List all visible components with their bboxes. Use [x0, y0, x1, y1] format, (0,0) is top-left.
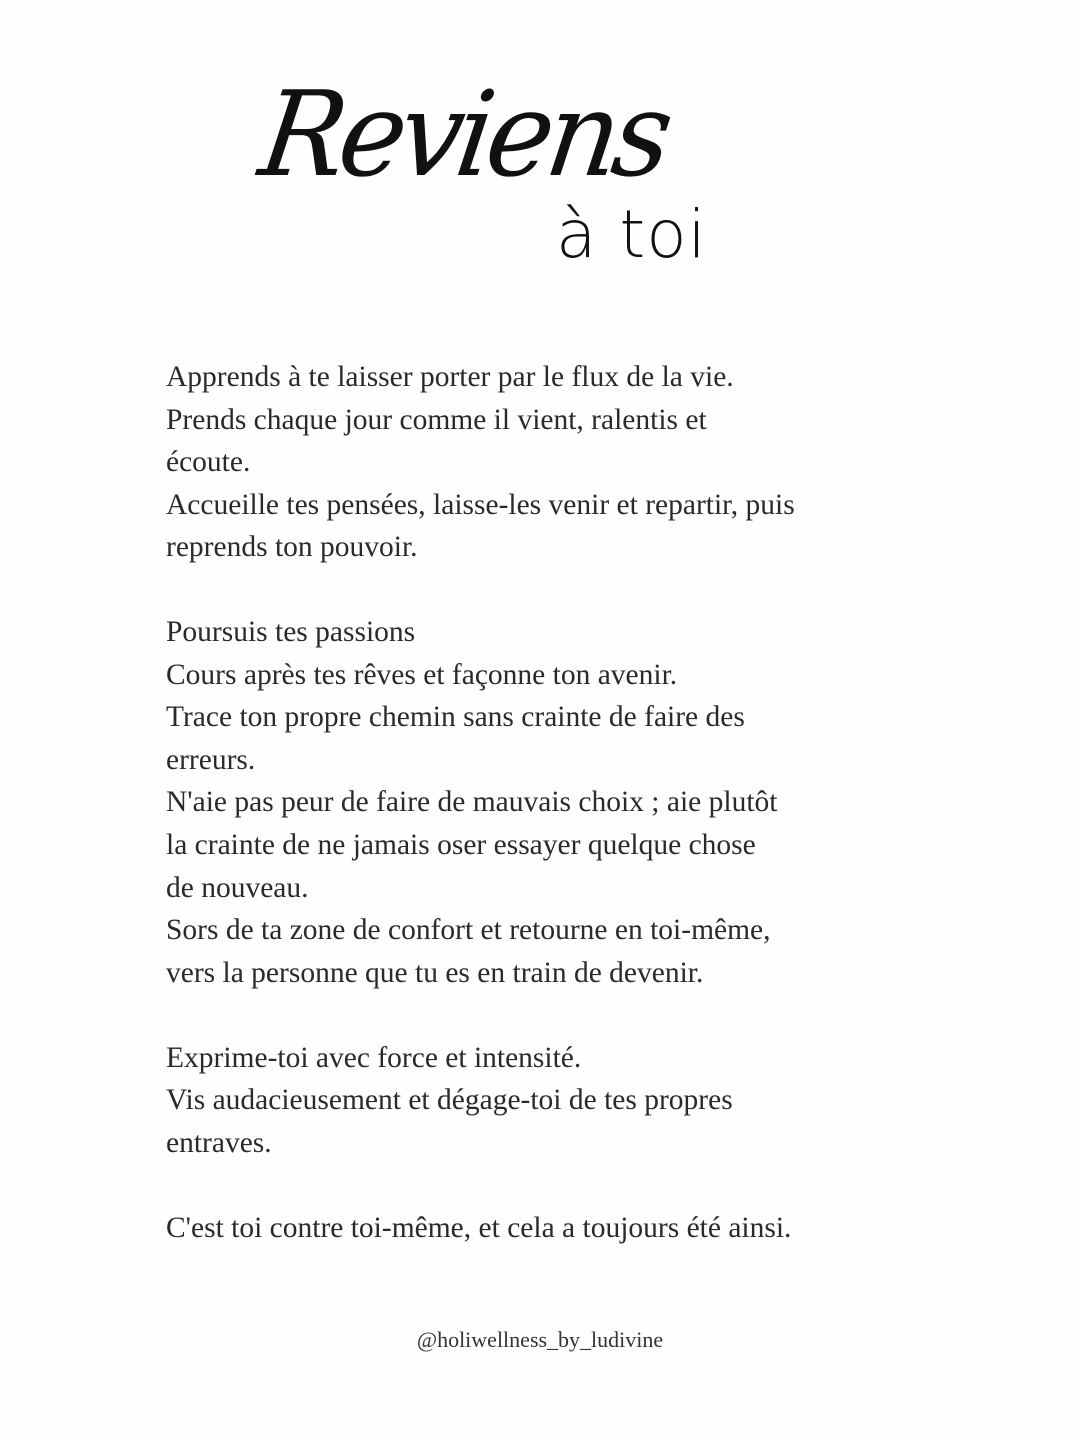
- poem-blank-line: [166, 1164, 926, 1207]
- poem-line: Accueille tes pensées, laisse-les venir et repartir, puis: [166, 488, 795, 521]
- poem-line: Exprime-toi avec force et intensité.: [166, 1041, 582, 1074]
- poem-line: la crainte de ne jamais oser essayer quelque chose: [166, 829, 756, 862]
- poem-blank-line: [166, 569, 926, 612]
- poem-line: C'est toi contre toi-même, et cela a toujours été ainsi.: [166, 1211, 792, 1244]
- poem-line: écoute.: [166, 446, 251, 479]
- poem-line: de nouveau.: [166, 871, 309, 904]
- title-script: Reviens: [252, 66, 676, 204]
- poem-line: Sors de ta zone de confort et retourne en toi-même,: [166, 914, 771, 947]
- poem-line: Trace ton propre chemin sans crainte de faire des: [166, 701, 745, 734]
- poem-body: [166, 356, 926, 1249]
- poem-line: entraves.: [166, 1126, 272, 1159]
- poem-line: reprends ton pouvoir.: [166, 531, 418, 564]
- poem-line: erreurs.: [166, 743, 256, 776]
- poem-line: Vis audacieusement et dégage-toi de tes propres: [166, 1084, 733, 1117]
- poem-line: N'aie pas peur de faire de mauvais choix ; aie plutôt: [166, 786, 778, 819]
- title-subtitle: à toi: [556, 196, 708, 273]
- poem-line: Cours après tes rêves et façonne ton avenir.: [166, 658, 678, 691]
- footer-handle: @holiwellness_by_ludivine: [416, 1327, 664, 1352]
- poem-line: Apprends à te laisser porter par le flux de la vie.: [166, 361, 734, 393]
- poem-line: Prends chaque jour comme il vient, ralentis et: [166, 403, 707, 436]
- poem-line: Poursuis tes passions: [166, 616, 416, 649]
- poem-line: vers la personne que tu es en train de devenir.: [166, 956, 704, 989]
- poem-blank-line: [166, 994, 926, 1037]
